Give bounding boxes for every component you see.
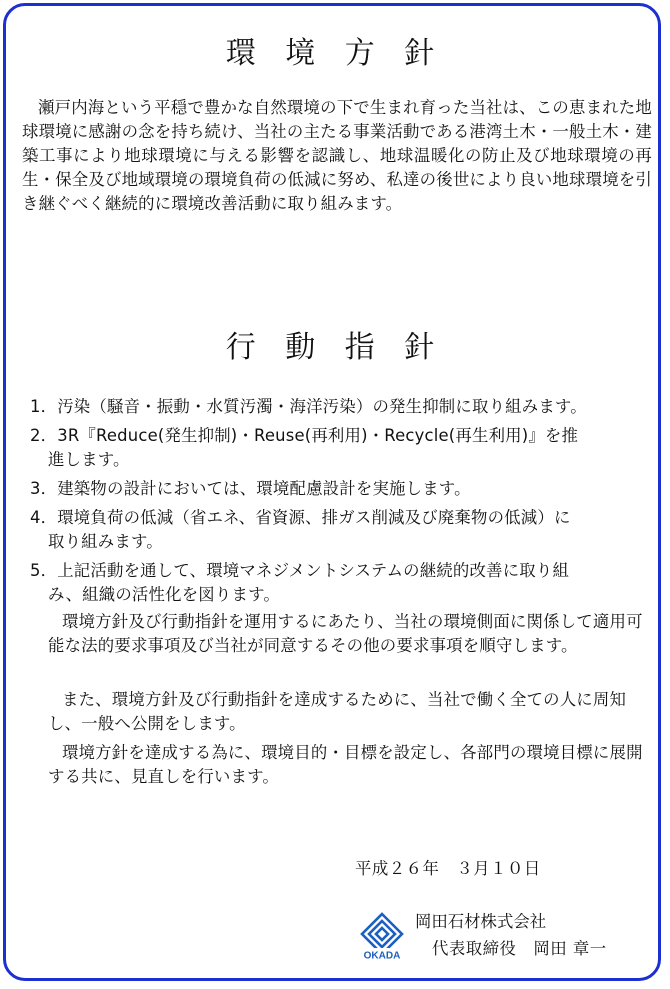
guideline-item-4-text: 4．環境負荷の低減（省エネ、省資源、排ガス削減及び廃棄物の低減）に	[30, 508, 571, 527]
guideline-item-4	[30, 506, 650, 554]
guideline-item-1	[30, 395, 650, 419]
company-name: 岡田石材株式会社	[415, 912, 547, 931]
guideline-paragraph-2: また、環境方針及び行動指針を達成するために、当社で働く全ての人に周知し、一般へ公開をします。	[48, 690, 627, 733]
guideline-item-5-cont: み、組織の活性化を図ります。	[48, 585, 280, 604]
guideline-item-2-cont: 進します。	[48, 450, 130, 469]
action-guideline-title: 行 動 指 針	[225, 330, 445, 365]
issue-date: 平成２６年 ３月１０日	[355, 859, 541, 878]
guideline-item-4-cont: 取り組みます。	[48, 532, 163, 551]
guideline-paragraph-1: 環境方針及び行動指針を運用するにあたり、当社の環境側面に関係して適用可能な法的要求事項及び当社が同意するその他の要求事項を順守します。	[48, 612, 643, 655]
guideline-item-3	[30, 477, 650, 501]
okada-logo	[358, 910, 406, 962]
env-policy-title: 環 境 方 針	[225, 36, 445, 71]
guideline-item-2-text: 2．3R『Reduce(発生抑制)・Reuse(再利用)・Recycle(再生利用)』を推	[30, 426, 579, 445]
guideline-item-2	[30, 424, 650, 472]
guideline-item-5-text: 5．上記活動を通して、環境マネジメントシステムの継続的改善に取り組	[30, 561, 570, 580]
guideline-item-5	[30, 559, 650, 607]
env-policy-body: 瀬戸内海という平穏で豊かな自然環境の下で生まれ育った当社は、この恵まれた地球環境に感謝の念を持ち続け、当社の主たる事業活動である港湾土木・一般土木・建築工事により地球環境に与える影響を認識し、地球温暖化の防止及び地球環境の再生・保全及び地域環境の環境負荷の低減に努め、私達の後世により良い地球環境を引き継ぐべく継続的に環境改善活動に取り組みます。	[22, 98, 652, 213]
guideline-paragraph-3: 環境方針を達成する為に、環境目的・目標を設定し、各部門の環境目標に展開する共に、見直しを行います。	[48, 743, 643, 786]
guideline-item-3-text: 3．建築物の設計においては、環境配慮設計を実施します。	[30, 479, 471, 498]
logo-text: OKADA	[363, 950, 401, 962]
representative-name: 代表取締役 岡田 章一	[432, 939, 607, 958]
guideline-item-1-text: 1．汚染（騒音・振動・水質汚濁・海洋汚染）の発生抑制に取り組みます。	[30, 397, 587, 416]
